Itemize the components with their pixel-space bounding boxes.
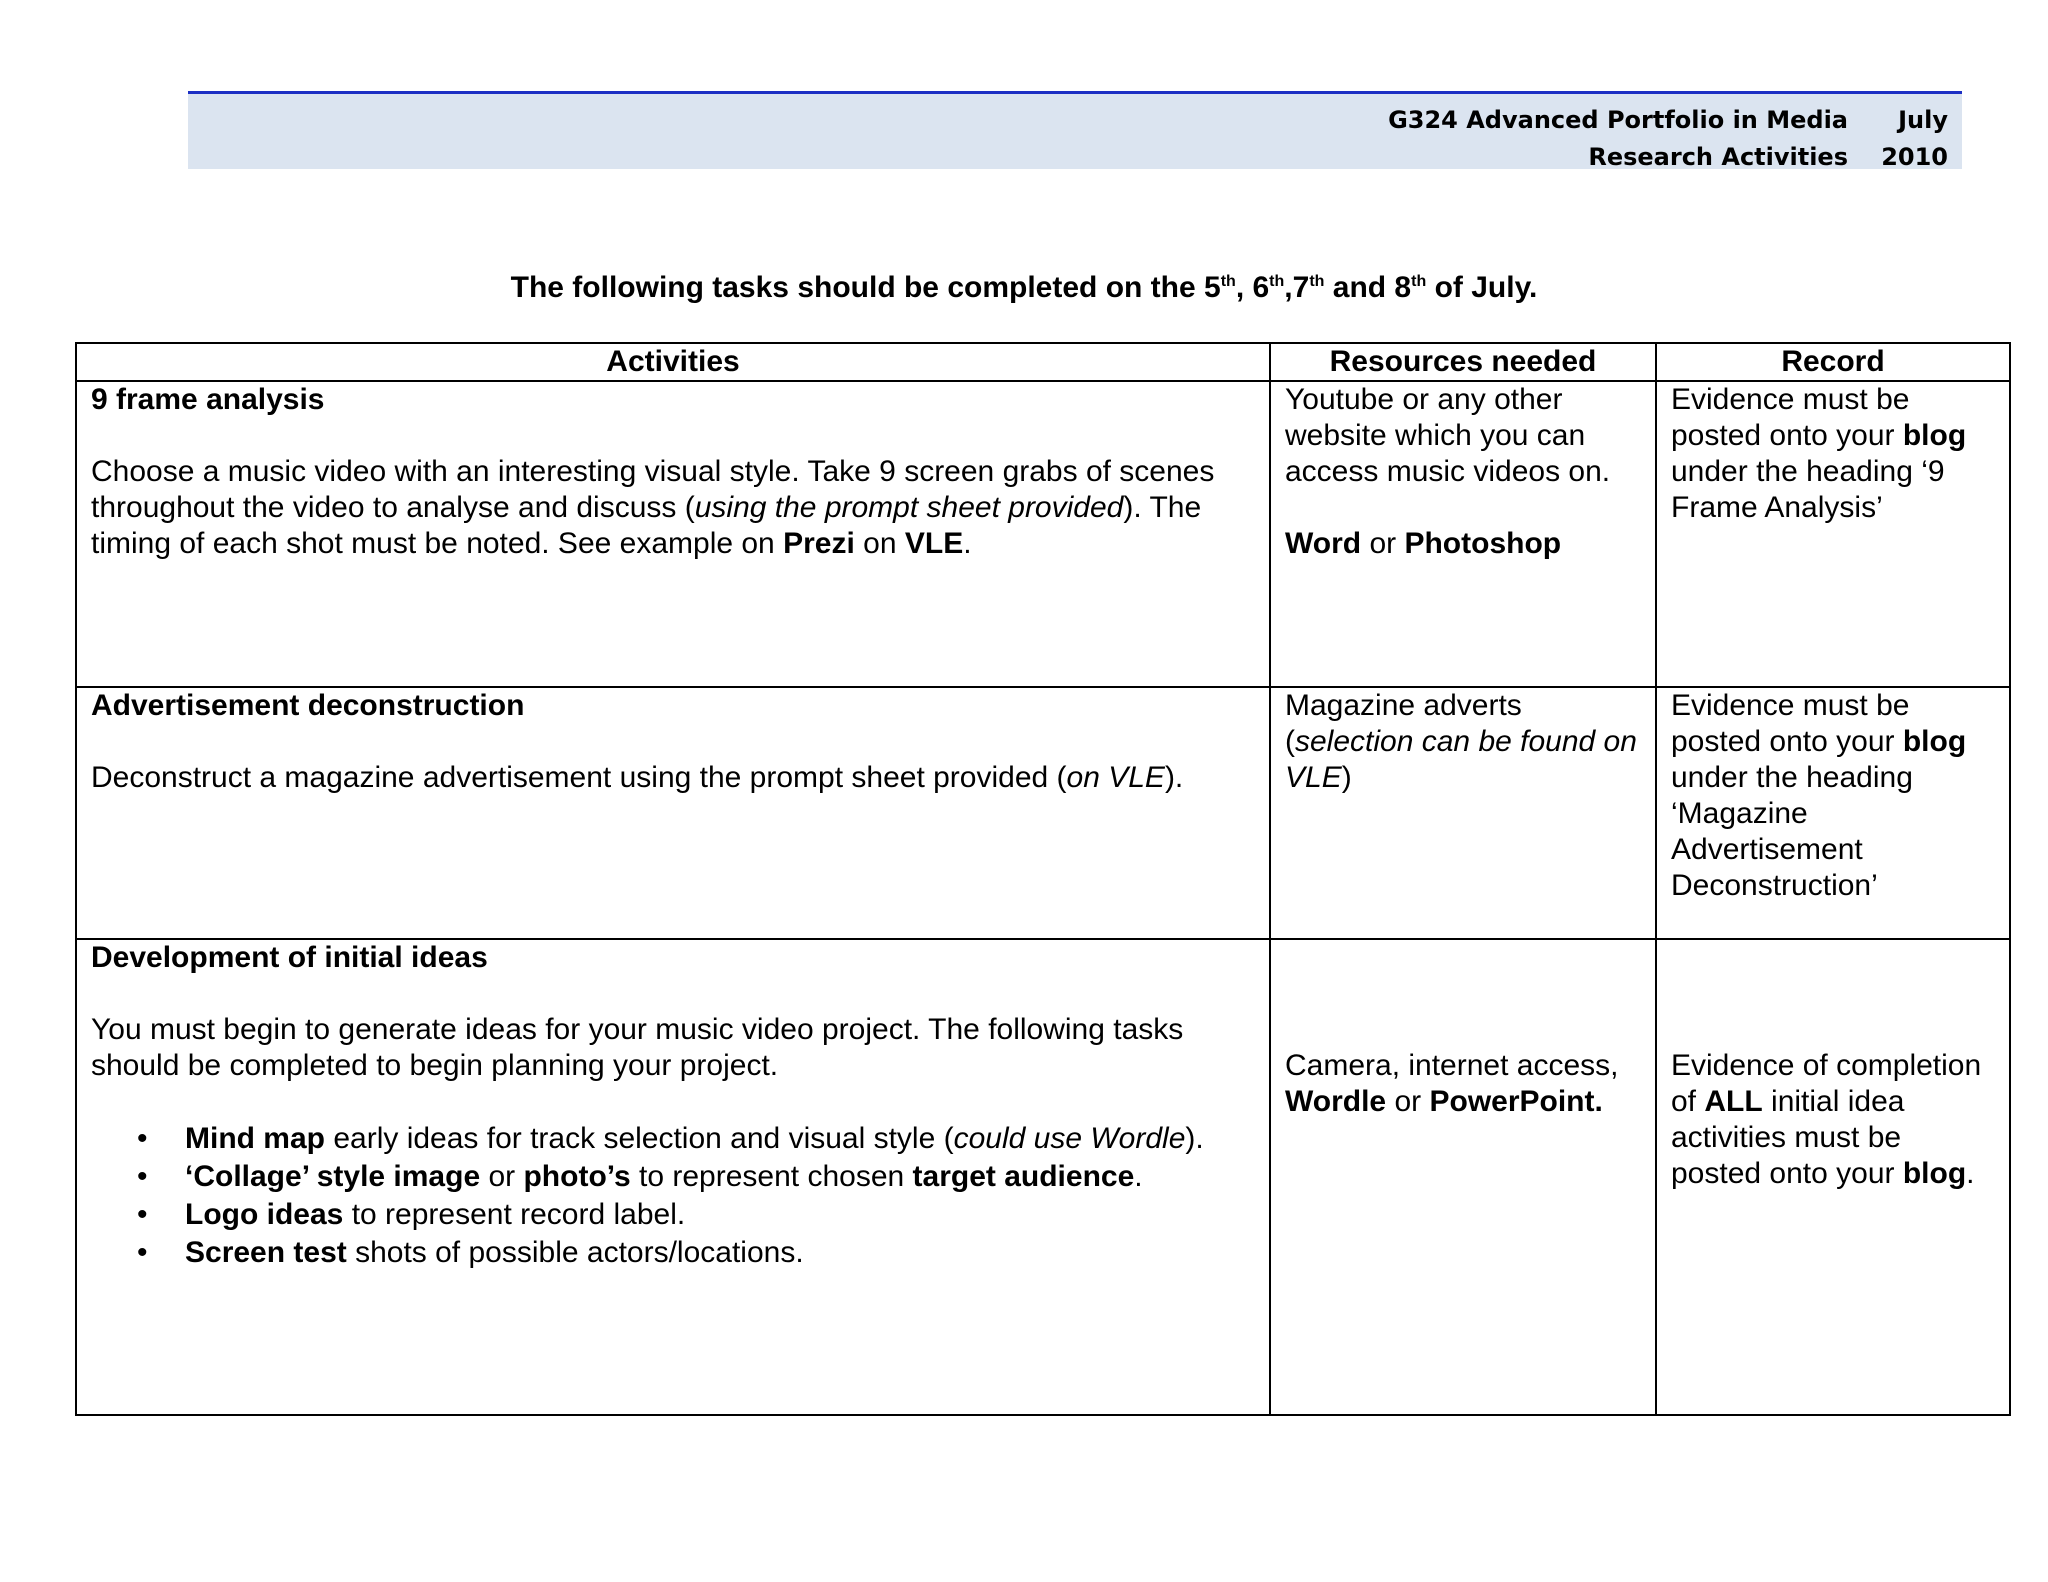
header-date-year: 2010 [1881, 143, 1948, 171]
activity-description: Choose a music video with an interesting visual style. Take 9 screen grabs of scenes throughout the video to analyse and discuss (using the prompt sheet provided). The timing of each shot must be noted. See example on Prezi on VLE. [91, 455, 1215, 560]
header-date [1881, 102, 1948, 176]
activity-heading: Development of initial ideas [91, 941, 488, 974]
activity-heading: 9 frame analysis [91, 383, 325, 416]
resources-text: Camera, internet access, Wordle or PowerPoint. [1285, 1049, 1619, 1118]
list-item: • Logo ideas to represent record label. [137, 1198, 686, 1231]
record-text: Evidence of completion of ALL initial idea activities must be posted onto your blog. [1671, 1049, 1982, 1190]
record-cell [1656, 687, 2010, 939]
header-title-line1: G324 Advanced Portfolio in Media [1388, 106, 1848, 134]
resources-text: Magazine adverts (selection can be found on VLE) [1285, 689, 1637, 794]
record-cell [1656, 939, 2010, 1415]
activity-cell [76, 381, 1270, 687]
page-header [188, 91, 1962, 169]
column-header-record: Record [1656, 343, 2010, 381]
resources-software: Word or Photoshop [1285, 527, 1562, 560]
header-title [1388, 102, 1848, 176]
column-header-activities: Activities [76, 343, 1270, 381]
record-text: Evidence must be posted onto your blog under the heading ‘9 Frame Analysis’ [1671, 383, 1967, 524]
resources-cell [1270, 939, 1656, 1415]
activity-cell [76, 939, 1270, 1415]
table-row [76, 687, 2010, 939]
resources-cell [1270, 381, 1656, 687]
activity-heading: Advertisement deconstruction [91, 689, 525, 722]
activity-description: You must begin to generate ideas for your music video project. The following tasks should be completed to begin planning your project. [91, 1013, 1184, 1082]
header-title-line2: Research Activities [1588, 143, 1848, 171]
activity-cell [76, 687, 1270, 939]
resources-cell [1270, 687, 1656, 939]
table-row [76, 381, 2010, 687]
record-text: Evidence must be posted onto your blog under the heading ‘Magazine Advertisement Deconstruction’ [1671, 689, 1967, 902]
resources-text: Youtube or any other website which you can access music videos on. [1285, 383, 1611, 488]
activities-table [75, 342, 2011, 1416]
list-item: • Screen test shots of possible actors/locations. [137, 1236, 804, 1269]
list-item: • ‘Collage’ style image or photo’s to represent chosen target audience. [137, 1160, 1143, 1193]
list-item: • Mind map early ideas for track selection and visual style (could use Wordle). [137, 1122, 1204, 1155]
header-date-month: July [1898, 106, 1948, 134]
task-list [91, 1120, 1255, 1272]
table-header-row [76, 343, 2010, 381]
table-row [76, 939, 2010, 1415]
activity-description: Deconstruct a magazine advertisement using the prompt sheet provided (on VLE). [91, 761, 1184, 794]
record-cell [1656, 381, 2010, 687]
intro-statement: The following tasks should be completed on the 5th, 6th,7th and 8th of July. [510, 271, 1538, 304]
column-header-resources: Resources needed [1270, 343, 1656, 381]
